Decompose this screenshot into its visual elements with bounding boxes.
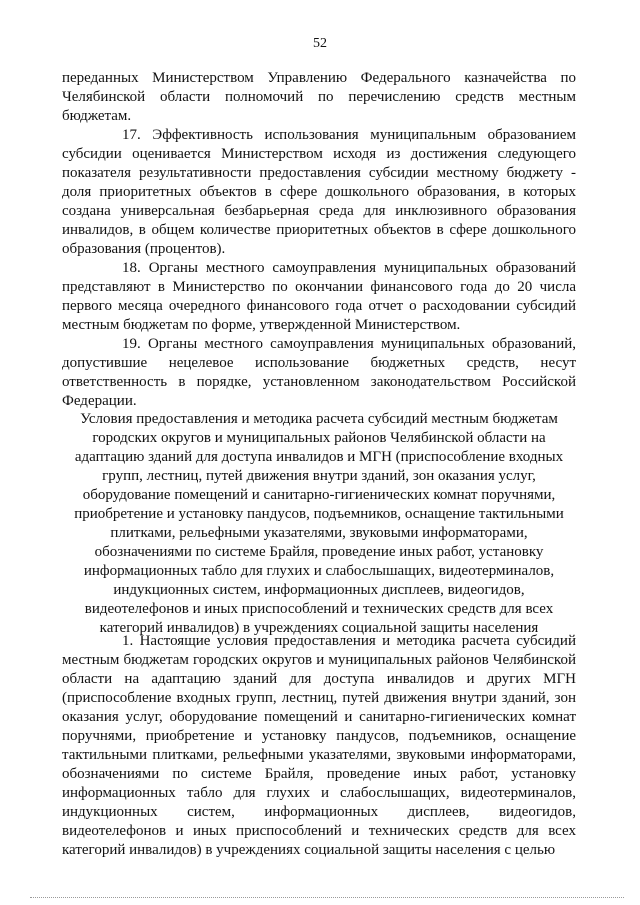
paragraph-continuation: переданных Министерством Управлению Федерального казначейства по Челябинской области полномочий по перечислению средств местным бюджетам.: [62, 70, 576, 124]
paragraphs-top: [62, 69, 576, 411]
page-number: 52: [313, 36, 327, 51]
paragraph-1: 1. Настоящие условия предоставления и методика расчета субсидий местным бюджетам городских округов и муниципальных районов Челябинской области на адаптацию зданий для доступа инвалидов и других МГН (приспособление входных групп, лестниц, путей движения внутри зданий, зон оказания услуг, оборудование помещений и санитарно-гигиенических комнат поручнями, приобретение и установку пандусов, подъемников, оснащение тактильными плитками, рельефными указателями, звуковыми информаторами, обозначениями по системе Брайля, проведение иных работ, установку информационных табло для глухих и слабослышащих, видеотерминалов, индукционных систем, информационных дисплеев, видеогидов, видеотелефонов и иных приспособлений и технических средств для всех категорий инвалидов) в учреждениях социальной защиты населения с целью: [62, 633, 576, 858]
paragraph-19: 19. Органы местного самоуправления муниципальных образований, допустившие нецелевое использование бюджетных средств, несут ответственность в порядке, установленном законодательством Российской Федерации.: [62, 336, 576, 409]
paragraphs-bottom: [62, 632, 576, 860]
page-bottom-rule: [30, 897, 624, 898]
paragraph-18: 18. Органы местного самоуправления муниципальных образований представляют в Министерство по окончании финансового года до 20 числа первого месяца очередного финансового года отчет о расходовании субсидий местным бюджетам по форме, утвержденной Министерством.: [62, 260, 576, 333]
section-heading: Условия предоставления и методика расчета субсидий местным бюджетам городских округов и муниципальных районов Челябинской области на адаптацию зданий для доступа инвалидов и МГН (приспособление входных групп, лестниц, путей движения внутри зданий, зон оказания услуг, оборудование помещений и санитарно-гигиенических комнат поручнями, приобретение и установку пандусов, подъемников, оснащение тактильными плитками, рельефными указателями, звуковыми информаторами, обозначениями по системе Брайля, проведение иных работ, установку информационных табло для глухих и слабослышащих, видеотерминалов, индукционных систем, информационных дисплеев, видеогидов, видеотелефонов и иных приспособлений и технических средств для всех категорий инвалидов) в учреждениях социальной защиты населения: [74, 411, 564, 636]
paragraph-17: 17. Эффективность использования муниципальным образованием субсидии оценивается Министерством исходя из достижения следующего показателя результативности предоставления субсидии местному бюджету - доля приоритетных объектов в сфере дошкольного образования, в которых создана универсальная безбарьерная среда для инклюзивного образования инвалидов, в общем количестве приоритетных объектов в сфере дошкольного образования (процентов).: [62, 127, 576, 257]
